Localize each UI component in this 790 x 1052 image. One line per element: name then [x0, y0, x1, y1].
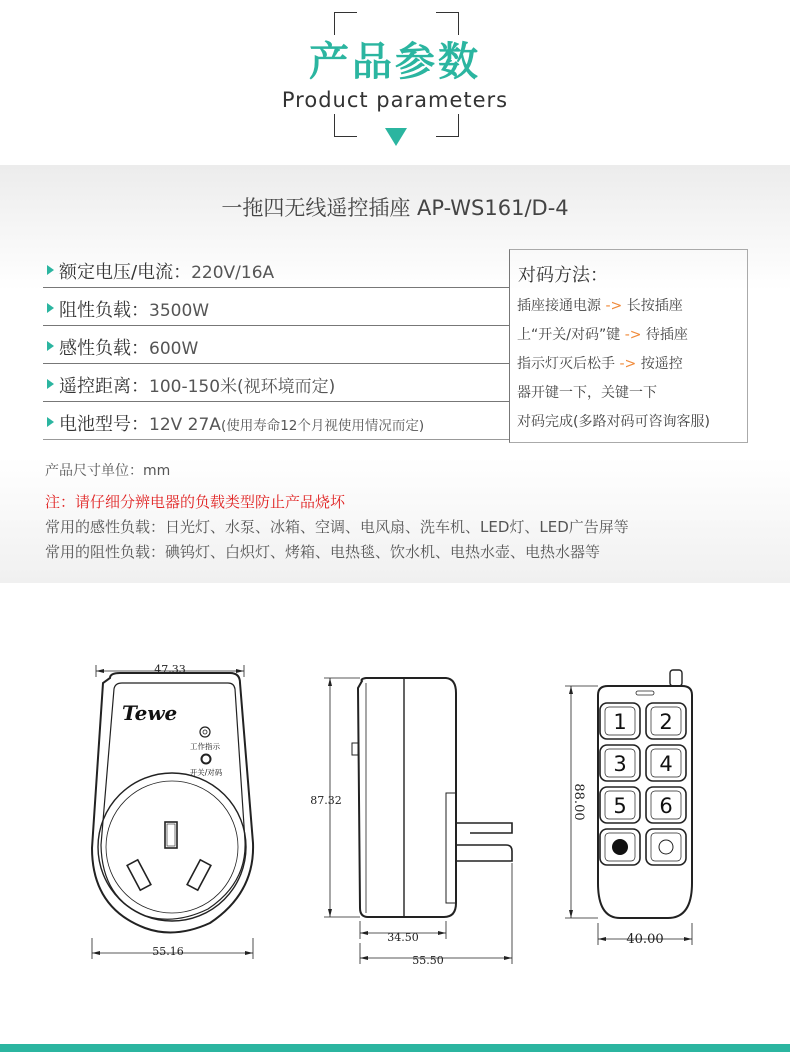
arrow-icon: -> — [624, 327, 642, 343]
spec-label: 阻性负载： — [59, 300, 149, 321]
remote-key-label: 5 — [613, 794, 627, 818]
pairing-text: 器开键一下，关键一下 — [517, 385, 657, 401]
spec-row-voltage — [43, 250, 509, 288]
remote-key-label: 2 — [659, 710, 673, 734]
pairing-step — [517, 353, 683, 373]
bullet-arrow-icon — [47, 303, 54, 313]
remote-key-label: 3 — [613, 752, 627, 776]
dim-remote-width: 40.00 — [626, 932, 664, 947]
pairing-text: 对码完成(多路对码可咨询客服) — [517, 414, 710, 430]
pairing-step — [517, 411, 710, 431]
remote-key-label: 6 — [659, 794, 673, 818]
spec-label: 额定电压/电流： — [59, 262, 192, 283]
spec-value: 600W — [149, 339, 199, 359]
spec-label: 遥控距离： — [59, 376, 149, 397]
pairing-text: 上“开关/对码”键 — [517, 327, 625, 343]
bottom-accent-bar — [0, 1044, 790, 1052]
pairing-text: 待插座 — [641, 327, 688, 343]
pairing-text: 指示灯灭后松手 — [517, 356, 620, 372]
resistive-load-list: 常用的阻性负载：碘钨灯、白炽灯、烤箱、电热毯、饮水机、电热水壶、电热水器等 — [45, 543, 601, 561]
arrow-icon: -> — [619, 356, 637, 372]
bullet-arrow-icon — [47, 265, 54, 275]
switch-label: 开关/对码 — [189, 768, 223, 777]
spec-row-resistive — [43, 288, 509, 326]
size-unit-note: 产品尺寸单位：mm — [45, 463, 171, 479]
socket-side-view — [324, 678, 512, 964]
header-bracket-bottom-left — [334, 114, 357, 137]
spec-row-range — [43, 364, 509, 402]
warning-note: 注：请仔细分辨电器的负载类型防止产品烧坏 — [45, 493, 346, 511]
dim-side-total-depth: 55.50 — [412, 954, 444, 967]
pairing-text: 按遥控 — [636, 356, 683, 372]
spec-value-note: (使用寿命12个月视使用情况而定) — [220, 418, 425, 434]
inductive-load-list: 常用的感性负载：日光灯、水泵、冰箱、空调、电风扇、洗车机、LED灯、LED广告屏等 — [45, 518, 629, 536]
pairing-text: 插座接通电源 — [517, 298, 606, 314]
dim-top-width: 47.33 — [154, 663, 186, 676]
header-bracket-bottom-right — [436, 114, 459, 137]
spec-label: 电池型号： — [59, 414, 149, 435]
spec-row-battery — [43, 402, 509, 440]
on-key-dot-icon — [612, 839, 628, 855]
pairing-step — [517, 382, 657, 402]
pairing-text: 长按插座 — [622, 298, 683, 314]
arrow-icon: -> — [605, 298, 623, 314]
section-subtitle: Product parameters — [281, 88, 509, 112]
down-triangle-icon — [385, 128, 407, 146]
pairing-title: 对码方法： — [518, 265, 608, 286]
spec-label: 感性负载： — [59, 338, 149, 359]
spec-value: 100-150米(视环境而定) — [149, 377, 336, 397]
spec-value: 3500W — [149, 301, 210, 321]
remote-key-label: 1 — [613, 710, 627, 734]
pairing-step — [517, 295, 683, 315]
dim-side-height: 87.32 — [310, 794, 342, 807]
indicator-label: 工作指示 — [190, 742, 220, 751]
dim-remote-height: 88.00 — [571, 783, 586, 821]
product-title: 一拖四无线遥控插座 AP-WS161/D-4 — [221, 196, 569, 220]
section-title: 产品参数 — [309, 39, 481, 85]
spec-value: 220V/16A — [191, 263, 275, 283]
spec-value: 12V 27A — [149, 415, 221, 435]
spec-row-inductive — [43, 326, 509, 364]
bullet-arrow-icon — [47, 417, 54, 427]
remote-key-label: 4 — [659, 752, 673, 776]
bullet-arrow-icon — [47, 341, 54, 351]
dimension-drawing — [0, 583, 790, 1043]
bullet-arrow-icon — [47, 379, 54, 389]
brand-logo: Tewe — [122, 701, 178, 725]
pairing-step — [517, 324, 688, 344]
dim-side-depth: 34.50 — [387, 931, 419, 944]
dim-bottom-width: 55.16 — [152, 945, 184, 958]
